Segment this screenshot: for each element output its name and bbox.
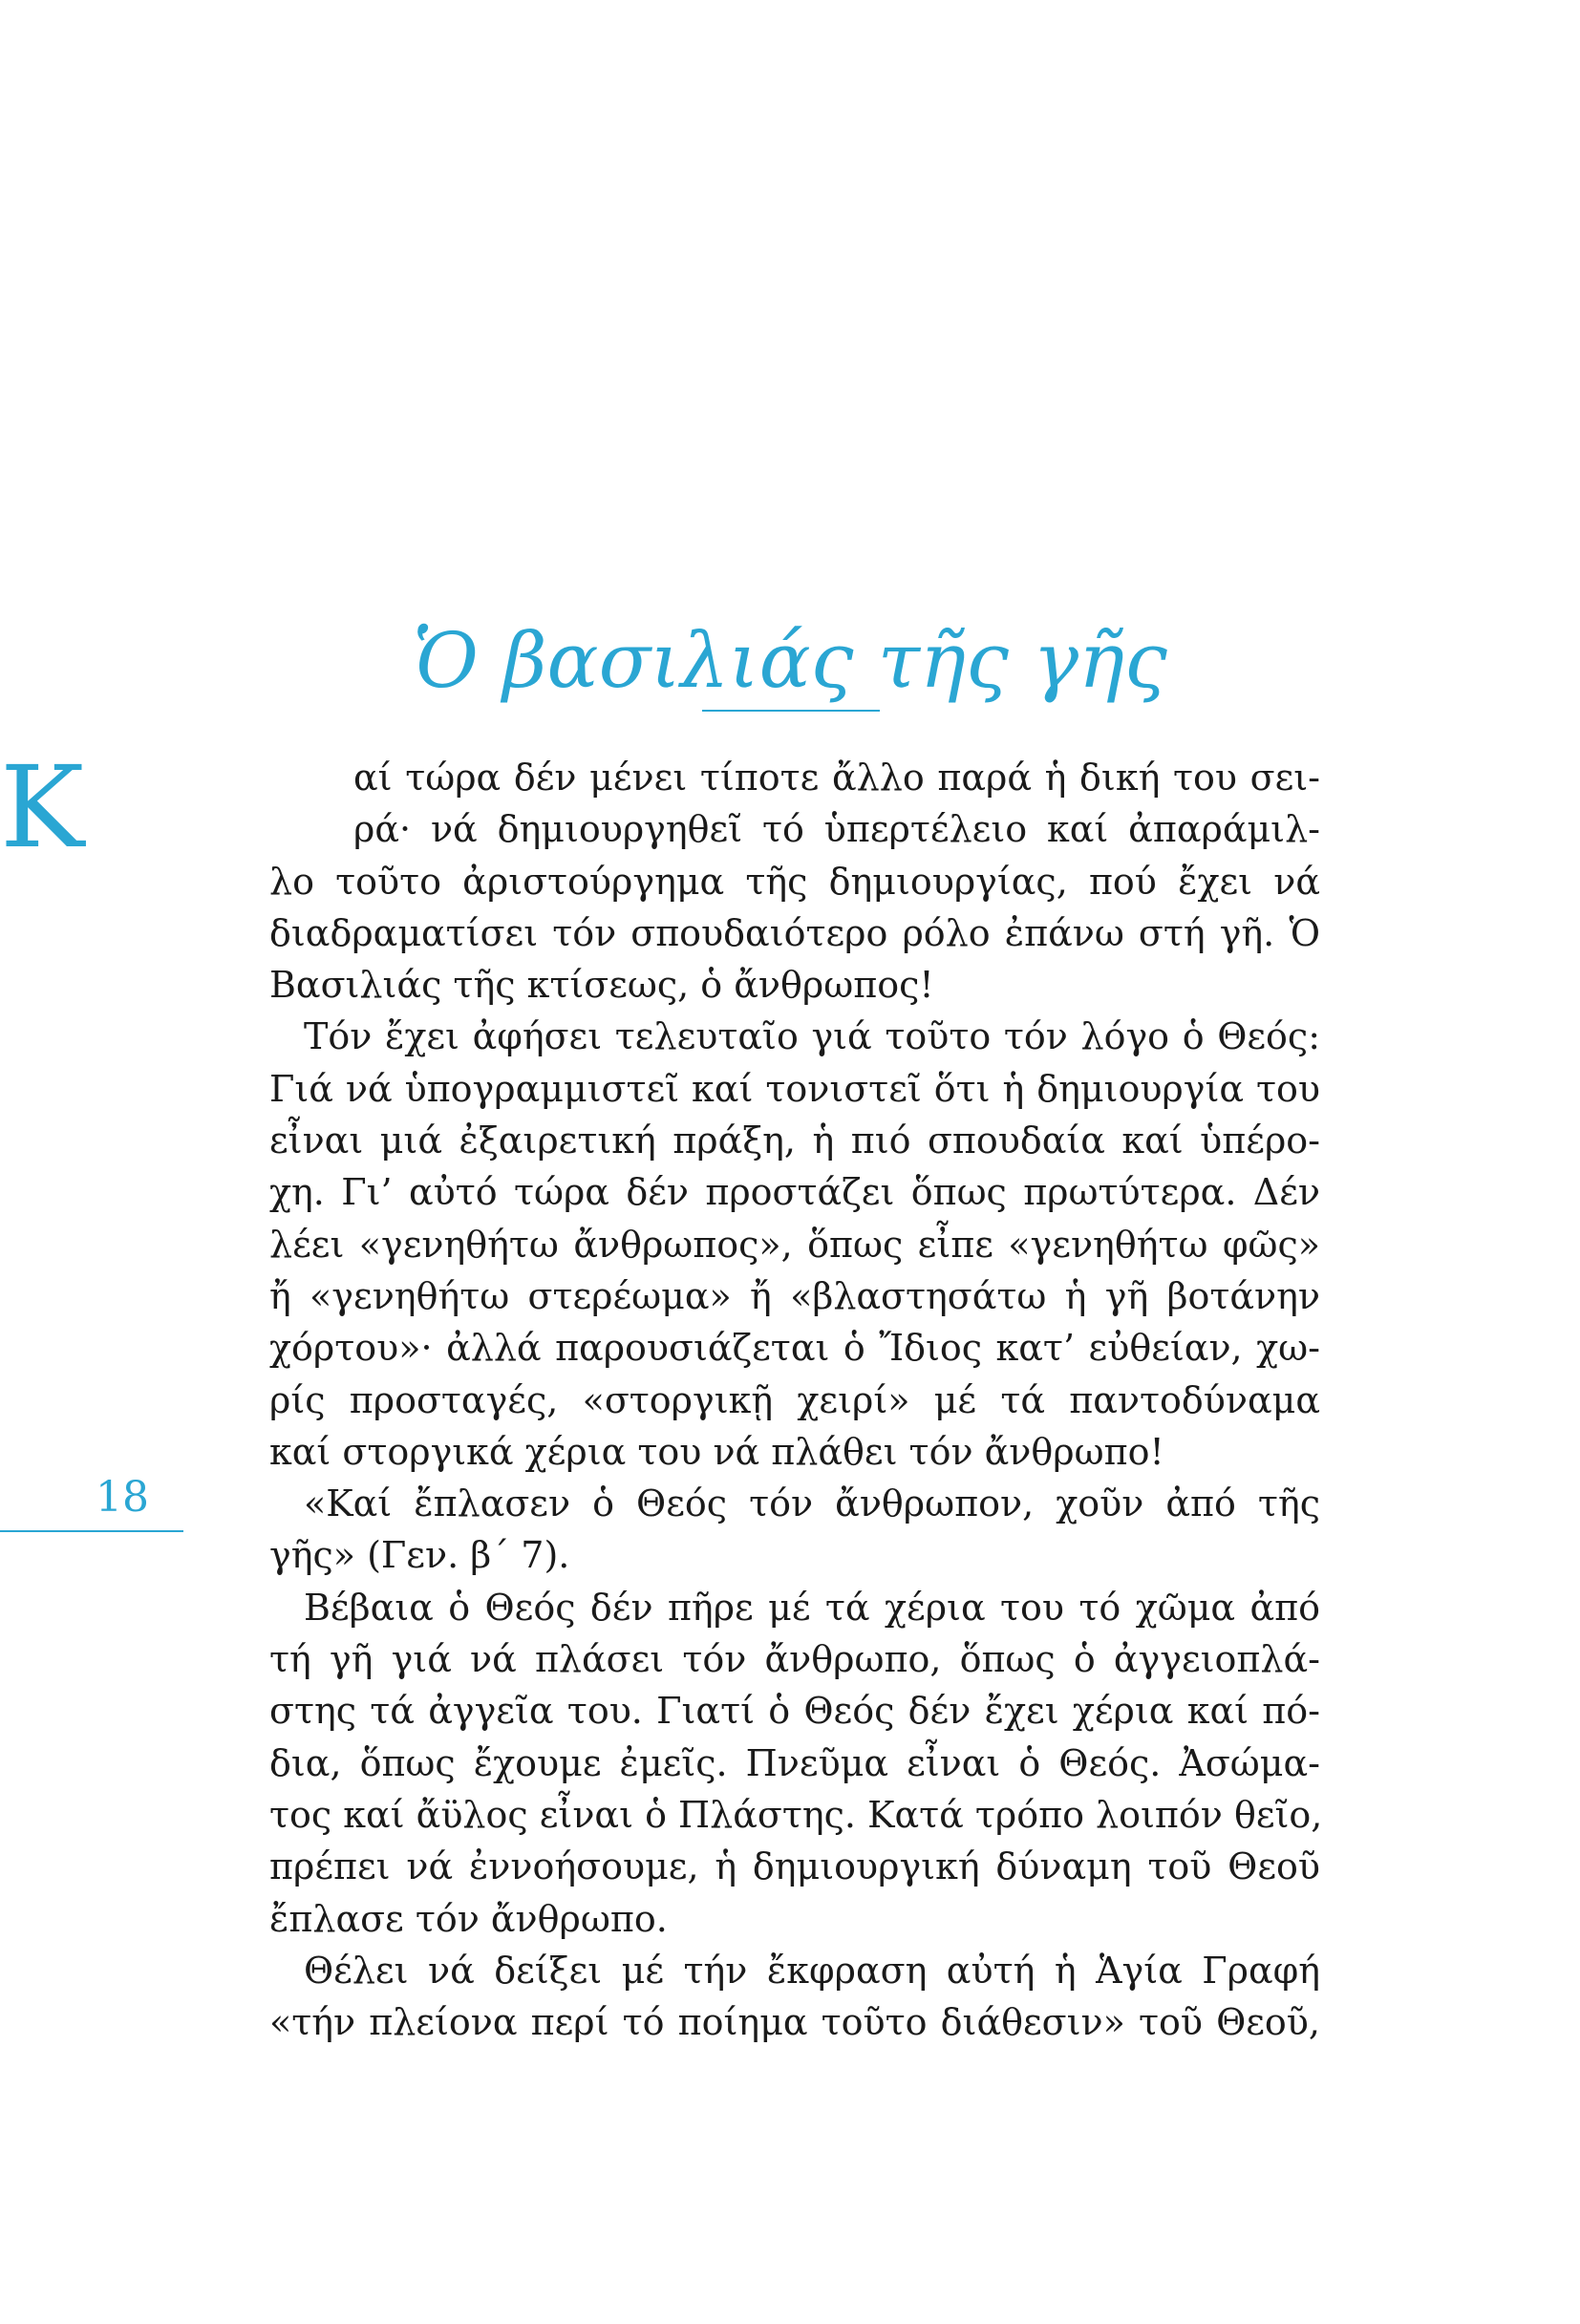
text-line: Γιά νά ὑπογραμμιστεῖ καί τονιστεῖ ὅτι ἡ δημιουργία του — [269, 1067, 1320, 1110]
text-line: «Καί ἔπλασεν ὁ Θεός τόν ἄνθρωπον, χοῦν ἀπό τῆς — [304, 1482, 1320, 1525]
text-line: στης τά ἀγγεῖα του. Γιατί ὁ Θεός δέν ἔχει χέρια καί πό- — [269, 1690, 1320, 1733]
text-line: εἶναι μιά ἐξαιρετική πράξη, ἡ πιό σπουδαία καί ὑπέρο- — [269, 1119, 1320, 1162]
text-line: γῆς» (Γεν. β΄ 7). — [269, 1534, 570, 1577]
page-number: 18 — [96, 1473, 149, 1522]
text-line: «τήν πλείονα περί τό ποίημα τοῦτο διάθεσιν» τοῦ Θεοῦ, — [269, 2001, 1320, 2044]
text-line: Βασιλιάς τῆς κτίσεως, ὁ ἄνθρωπος! — [269, 964, 934, 1007]
text-line: ἔπλασε τόν ἄνθρωπο. — [269, 1897, 668, 1940]
text-line: πρέπει νά ἐννοήσουμε, ἡ δημιουργική δύναμη τοῦ Θεοῦ — [269, 1845, 1320, 1888]
text-line: ρίς προσταγές, «στοργικῇ χειρί» μέ τά παντοδύναμα — [269, 1378, 1320, 1421]
text-line: τος καί ἄϋλος εἶναι ὁ Πλάστης. Κατά τρόπο λοιπόν θεῖο, — [269, 1793, 1323, 1836]
text-line: Θέλει νά δείξει μέ τήν ἔκφραση αὐτή ἡ Ἁγία Γραφή — [304, 1949, 1320, 1992]
text-line: χόρτου»· ἀλλά παρουσιάζεται ὁ Ἴδιος κατ’ εὐθείαν, χω- — [269, 1327, 1320, 1370]
text-line: χη. Γι’ αὐτό τώρα δέν προστάζει ὅπως πρωτύτερα. Δέν — [269, 1171, 1320, 1214]
page-number-rule — [0, 1530, 183, 1532]
text-line: Βέβαια ὁ Θεός δέν πῆρε μέ τά χέρια του τό χῶμα ἀπό — [304, 1586, 1320, 1629]
text-line: διαδραματίσει τόν σπουδαιότερο ρόλο ἐπάνω στή γῆ. Ὁ — [269, 911, 1320, 954]
text-line: λέει «γενηθήτω ἄνθρωπος», ὅπως εἶπε «γενηθήτω φῶς» — [269, 1223, 1320, 1266]
text-line: καί στοργικά χέρια του νά πλάθει τόν ἄνθρωπο! — [269, 1430, 1164, 1473]
text-line: ἤ «γενηθήτω στερέωμα» ἤ «βλαστησάτω ἡ γῆ βοτάνην — [269, 1274, 1320, 1317]
text-line: Τόν ἔχει ἀφήσει τελευταῖο γιά τοῦτο τόν λόγο ὁ Θεός: — [304, 1015, 1320, 1058]
page-title: Ὁ βασιλιάς τῆς γῆς — [413, 616, 1167, 705]
drop-cap: Κ — [0, 741, 85, 873]
body-text — [269, 752, 1323, 2048]
title-underline — [702, 710, 880, 712]
text-line: τή γῆ γιά νά πλάσει τόν ἄνθρωπο, ὅπως ὁ ἀγγειοπλά- — [269, 1638, 1320, 1681]
text-line: λο τοῦτο ἀριστούργημα τῆς δημιουργίας, πού ἔχει νά — [269, 860, 1320, 903]
text-line: δια, ὅπως ἔχουμε ἐμεῖς. Πνεῦμα εἶναι ὁ Θεός. Ἀσώμα- — [269, 1741, 1320, 1784]
text-line: ρά· νά δημιουργηθεῖ τό ὑπερτέλειο καί ἀπαράμιλ- — [353, 808, 1320, 851]
text-line: αί τώρα δέν μένει τίποτε ἄλλο παρά ἡ δική του σει- — [353, 757, 1320, 799]
